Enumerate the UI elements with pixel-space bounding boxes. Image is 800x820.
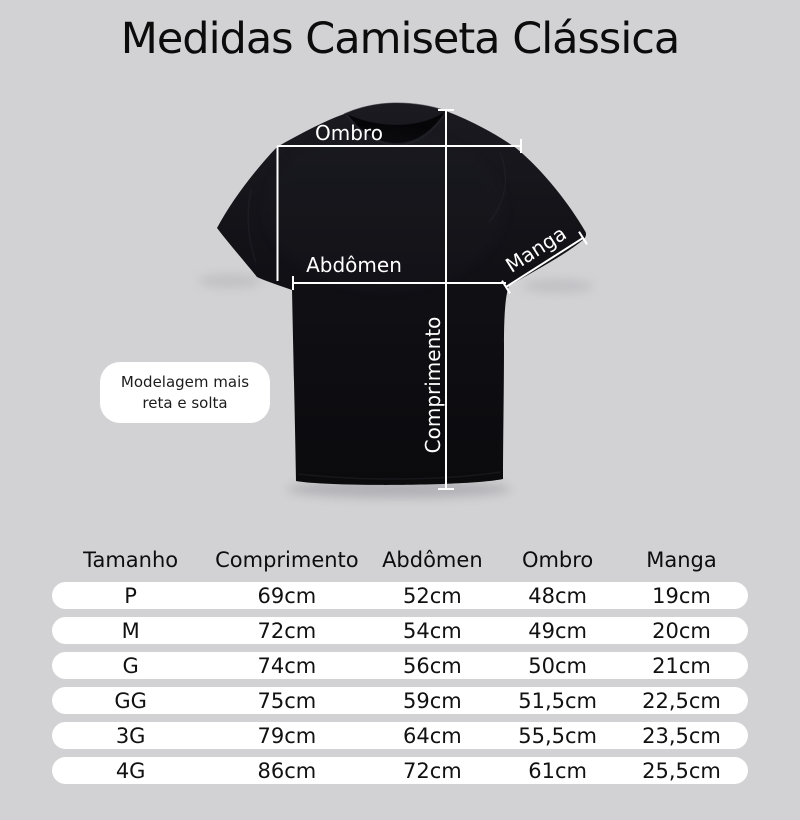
manga-label: Manga — [501, 221, 571, 278]
table-cell: 51,5cm — [518, 688, 597, 713]
table-row — [52, 757, 748, 784]
table-cell: 48cm — [528, 583, 587, 608]
column-header-abdomen: Abdômen — [382, 548, 483, 572]
table-cell: 4G — [115, 758, 146, 783]
table-row — [52, 722, 748, 749]
table-cell: 61cm — [528, 758, 587, 783]
table-cell: 23,5cm — [642, 723, 721, 748]
table-cell: 55,5cm — [518, 723, 597, 748]
table-row — [52, 652, 748, 679]
table-cell: 56cm — [402, 653, 462, 678]
table-cell: 74cm — [257, 653, 317, 678]
size-table — [52, 545, 748, 792]
abdomen-label: Abdômen — [306, 253, 402, 277]
column-header-manga: Manga — [646, 548, 717, 572]
table-cell: 19cm — [652, 583, 711, 608]
table-cell: 59cm — [402, 688, 462, 713]
table-cell: 22,5cm — [642, 688, 721, 713]
table-cell: 3G — [115, 723, 146, 748]
comprimento-label: Comprimento — [421, 316, 445, 454]
table-cell: G — [122, 653, 139, 678]
table-cell: 49cm — [528, 618, 587, 643]
table-row — [52, 582, 748, 609]
table-cell: 72cm — [402, 758, 462, 783]
table-cell: 69cm — [257, 583, 317, 608]
table-row — [52, 617, 748, 644]
column-header-tamanho: Tamanho — [83, 548, 179, 572]
fit-note-text: Modelagem mais reta e solta — [120, 373, 250, 412]
table-cell: 64cm — [402, 723, 462, 748]
fit-note — [100, 362, 270, 423]
ombro-label: Ombro — [315, 121, 383, 145]
table-cell: 79cm — [257, 723, 317, 748]
table-cell: 50cm — [528, 653, 587, 678]
table-cell: 86cm — [257, 758, 317, 783]
page-title: Medidas Camiseta Clássica — [120, 14, 680, 64]
tshirt-image — [217, 103, 586, 485]
column-header-comprimento: Comprimento — [215, 548, 359, 572]
table-cell: 75cm — [257, 688, 317, 713]
table-cell: GG — [114, 688, 147, 713]
size-table-body — [52, 582, 748, 784]
table-cell: 20cm — [652, 618, 711, 643]
table-cell: 54cm — [402, 618, 462, 643]
table-cell: 21cm — [652, 653, 711, 678]
table-cell: M — [121, 618, 140, 643]
table-cell: 25,5cm — [642, 758, 721, 783]
table-cell: P — [124, 583, 137, 608]
table-row — [52, 687, 748, 714]
column-header-ombro: Ombro — [521, 548, 594, 572]
table-cell: 72cm — [257, 618, 317, 643]
table-cell: 52cm — [402, 583, 462, 608]
size-table-header — [52, 545, 748, 575]
